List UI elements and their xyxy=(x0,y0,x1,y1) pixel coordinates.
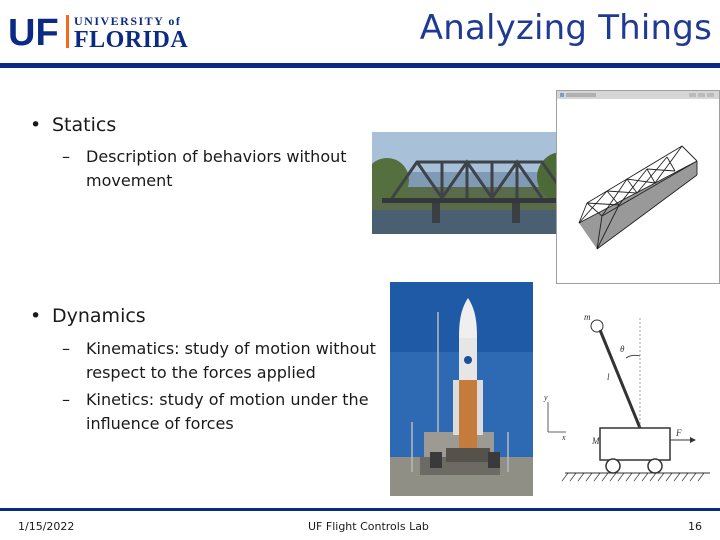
kinetics-description xyxy=(62,388,386,436)
dash-mark: – xyxy=(62,147,70,166)
bullet-dynamics-label: Dynamics xyxy=(52,305,146,327)
bullet-dot: • xyxy=(30,114,42,136)
title-rule xyxy=(0,63,720,68)
pendulum-mass-label: m xyxy=(584,312,591,322)
force-label: F xyxy=(676,428,682,438)
footer-rule xyxy=(0,508,720,511)
bridge-photo xyxy=(372,132,577,234)
dash-mark: – xyxy=(62,339,70,358)
truss-diagram xyxy=(557,91,719,283)
statics-description xyxy=(62,145,366,193)
cart-pendulum-diagram xyxy=(540,290,720,495)
uf-logo-line2: FLORIDA xyxy=(74,27,189,51)
bullet-dot: • xyxy=(30,305,42,327)
cart-mass-label: M xyxy=(592,436,600,446)
kinematics-description-text: Kinematics: study of motion without respect to the forces applied xyxy=(86,339,376,382)
bullet-statics xyxy=(30,114,116,136)
kinematics-description xyxy=(62,337,396,385)
dash-mark: – xyxy=(62,390,70,409)
rocket-launch-photo xyxy=(390,282,533,496)
uf-logo xyxy=(8,11,208,51)
slide-title: Analyzing Things xyxy=(419,8,712,48)
axis-x-label: x xyxy=(562,433,566,442)
uf-logo-line1: UNIVERSITY of xyxy=(74,14,182,28)
footer-page-number: 16 xyxy=(688,520,702,533)
pendulum-theta-label: θ xyxy=(620,344,625,354)
bullet-dynamics xyxy=(30,305,146,327)
statics-description-text: Description of behaviors without movement xyxy=(86,147,347,190)
truss-analysis-window xyxy=(556,90,720,284)
footer-lab-name: UF Flight Controls Lab xyxy=(308,520,429,533)
axis-y-label: y xyxy=(544,393,548,402)
footer-date: 1/15/2022 xyxy=(18,520,75,533)
kinetics-description-text: Kinetics: study of motion under the influence of forces xyxy=(86,390,369,433)
bullet-statics-label: Statics xyxy=(52,114,117,136)
uf-logo-mark: UF xyxy=(8,12,59,51)
pendulum-length-label: l xyxy=(607,372,610,382)
